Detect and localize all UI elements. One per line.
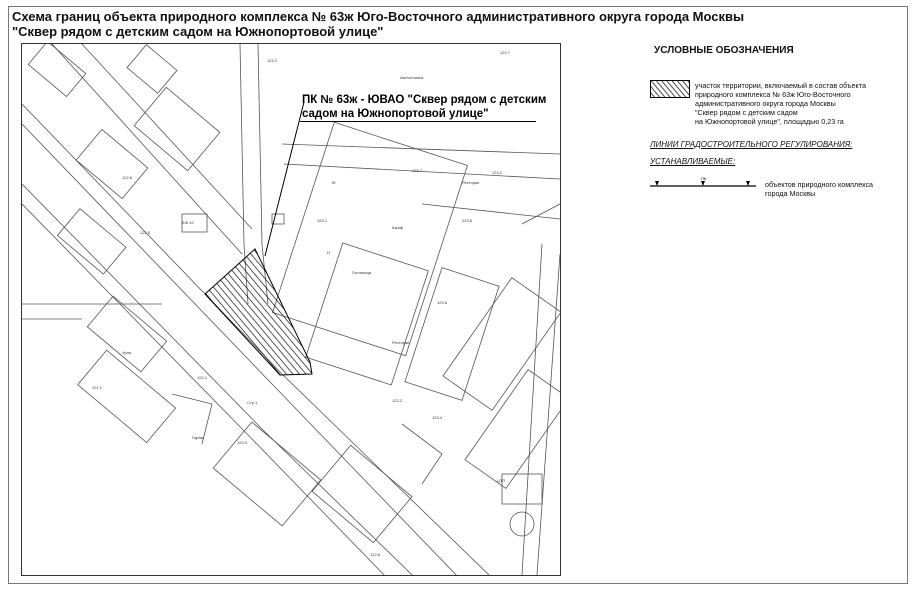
title-line-1: Схема границ объекта природного комплекса № 63ж Юго-Восточного административного округа города Москвы bbox=[12, 9, 745, 24]
map-label: 123.6 bbox=[437, 300, 448, 305]
building bbox=[127, 45, 177, 94]
road-edge bbox=[82, 44, 252, 229]
legend-line-text: города Москвы bbox=[765, 189, 816, 198]
legend-area-line: административного округа города Москвы bbox=[695, 99, 836, 108]
page-title bbox=[12, 9, 902, 39]
map-label: 121.5 bbox=[140, 230, 151, 235]
callout-line-2: садом на Южнопортовой улице" bbox=[302, 108, 489, 120]
map-label: 123.2 bbox=[267, 58, 278, 63]
building bbox=[78, 350, 176, 442]
title-line-2: "Сквер рядом с детским садом на Южнопортовой улице" bbox=[12, 24, 384, 39]
map-label: 123.7 bbox=[412, 168, 423, 173]
building bbox=[28, 44, 86, 97]
cadastral-map[interactable] bbox=[22, 44, 560, 575]
map-label: Ж bbox=[332, 180, 336, 185]
map-label: 122.8 bbox=[370, 552, 381, 557]
building bbox=[465, 370, 560, 489]
legend-area-line: участок территории, включаемый в состав объекта bbox=[695, 81, 866, 90]
map-label: Шкаф bbox=[392, 225, 404, 230]
building bbox=[273, 122, 468, 355]
building bbox=[405, 268, 499, 401]
map-label: Стр.1 bbox=[247, 400, 258, 405]
building bbox=[443, 278, 560, 411]
map-label: 123.8 bbox=[462, 218, 473, 223]
hatch-swatch-icon bbox=[650, 80, 690, 98]
road-edge bbox=[522, 204, 560, 224]
boundary-line-icon bbox=[648, 172, 758, 192]
building bbox=[134, 87, 220, 170]
map-label: 123.4 bbox=[432, 415, 443, 420]
map-label: Гостиница bbox=[352, 270, 372, 275]
map-label: Автостоянка bbox=[400, 75, 424, 80]
callout-underline bbox=[300, 121, 536, 122]
road-edge bbox=[282, 144, 560, 154]
callout-line-1: ПК № 63ж - ЮВАО "Сквер рядом с детским bbox=[302, 94, 547, 106]
building bbox=[502, 474, 542, 504]
map-label: 122.2 bbox=[392, 398, 403, 403]
road-edge bbox=[422, 204, 560, 219]
map-label: 122.4 bbox=[237, 440, 248, 445]
legend-area-line: на Южнопортовой улице", площадью 0,23 га bbox=[695, 117, 844, 126]
map-label: 122.5 bbox=[122, 175, 133, 180]
building bbox=[213, 422, 321, 526]
established-heading: УСТАНАВЛИВАЕМЫЕ: bbox=[650, 157, 736, 166]
road-edge bbox=[537, 254, 560, 575]
road-edge bbox=[22, 204, 422, 575]
legend-area-line: природного комплекса № 63ж Юго-Восточного bbox=[695, 90, 851, 99]
map-label: КЖ 12 bbox=[182, 220, 194, 225]
svg-text:ПК: ПК bbox=[701, 176, 707, 181]
map-label: Ресторан bbox=[462, 180, 480, 185]
road-edge bbox=[522, 244, 542, 575]
parcel-line bbox=[402, 424, 442, 484]
map-panel[interactable] bbox=[21, 43, 561, 576]
map-label: 124.2 bbox=[492, 170, 503, 175]
roundabout bbox=[510, 512, 534, 536]
map-label: Урна bbox=[122, 350, 132, 355]
map-label: 121.1 bbox=[92, 385, 103, 390]
regulation-heading: ЛИНИИ ГРАДОСТРОИТЕЛЬНОГО РЕГУЛИРОВАНИЯ: bbox=[650, 140, 853, 149]
legend-area-line: "Сквер рядом с детским садом bbox=[695, 108, 798, 117]
object-callout bbox=[302, 93, 572, 121]
building bbox=[312, 445, 412, 542]
building bbox=[57, 209, 125, 274]
legend-area-description bbox=[695, 81, 905, 126]
map-label: 123.1 bbox=[317, 218, 328, 223]
building bbox=[306, 243, 429, 385]
legend-line-text: объектов природного комплекса bbox=[765, 180, 874, 189]
building bbox=[76, 129, 148, 198]
legend-line-description bbox=[765, 180, 873, 198]
map-label: 122.1 bbox=[197, 375, 208, 380]
building bbox=[87, 296, 166, 372]
protected-area-polygon[interactable] bbox=[205, 249, 312, 375]
legend-heading: УСЛОВНЫЕ ОБОЗНАЧЕНИЯ bbox=[654, 45, 794, 56]
map-label: ЦТП bbox=[497, 478, 506, 483]
map-label: Н bbox=[327, 250, 330, 255]
map-label: 122.7 bbox=[500, 50, 511, 55]
map-label: Ресторан bbox=[392, 340, 410, 345]
road-edge bbox=[52, 44, 242, 254]
map-label: Гараж bbox=[192, 435, 204, 440]
